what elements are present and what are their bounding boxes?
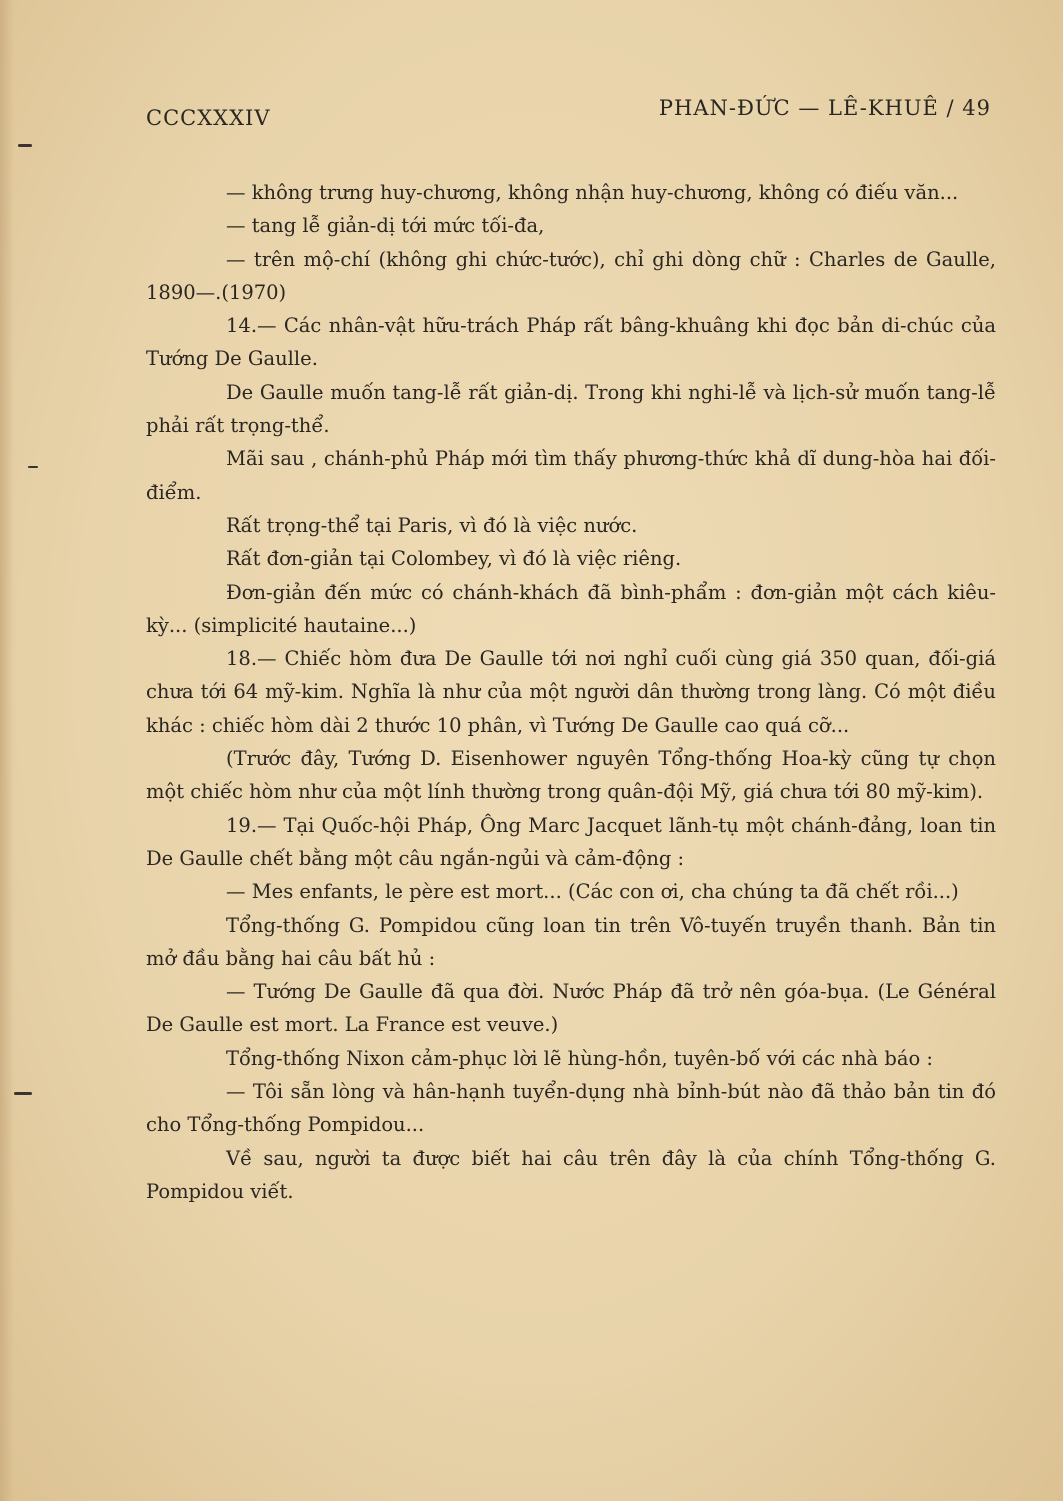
paragraph: Tổng-thống Nixon cảm-phục lời lẽ hùng-hồn, tuyên-bố với các nhà báo :: [226, 1046, 933, 1070]
page-body: [146, 176, 996, 1208]
paragraph: — Tướng De Gaulle đã qua đời. Nước Pháp đã trở nên góa-bụa. (Le Général De Gaulle est mort. La France est veuve.): [146, 980, 996, 1037]
chapter-number: CCCXXXIV: [146, 106, 271, 130]
paragraph: — Mes enfants, le père est mort... (Các con ơi, cha chúng ta đã chết rồi...): [226, 880, 959, 904]
paragraph: Tổng-thống G. Pompidou cũng loan tin trên Vô-tuyến truyền thanh. Bản tin mở đầu bằng hai câu bất hủ :: [146, 913, 996, 970]
paragraph: (Trước đây, Tướng D. Eisenhower nguyên Tổng-thống Hoa-kỳ cũng tự chọn một chiếc hòm như của một lính thường trong quân-đội Mỹ, giá chưa tới 80 mỹ-kim).: [146, 747, 996, 804]
paragraph: — trên mộ-chí (không ghi chức-tước), chỉ ghi dòng chữ : Charles de Gaulle, 1890—.(1970): [146, 247, 996, 304]
paragraph: Mãi sau , chánh-phủ Pháp mới tìm thấy phương-thức khả dĩ dung-hòa hai đối-điểm.: [146, 447, 996, 504]
page-spine-shadow: [0, 0, 14, 1501]
page-header: [146, 96, 991, 136]
paragraph: — tang lễ giản-dị tới mức tối-đa,: [226, 214, 545, 238]
paragraph: — Tôi sẵn lòng và hân-hạnh tuyển-dụng nhà bỉnh-bút nào đã thảo bản tin đó cho Tổng-thống Pompidou...: [146, 1080, 996, 1137]
margin-mark: [28, 466, 38, 468]
paragraph: Về sau, người ta được biết hai câu trên đây là của chính Tổng-thống G. Pompidou viết.: [146, 1146, 996, 1203]
paragraph: 18.— Chiếc hòm đưa De Gaulle tới nơi nghỉ cuối cùng giá 350 quan, đối-giá chưa tới 64 mỹ-kim. Nghĩa là như của một người dân thường trong làng. Có một điều khác : chiếc hòm dài 2 thước 10 phân, vì Tướng De Gaulle cao quá cỡ...: [146, 647, 996, 737]
paragraph: 14.— Các nhân-vật hữu-trách Pháp rất bâng-khuâng khi đọc bản di-chúc của Tướng De Gaulle.: [146, 314, 996, 371]
paragraph: Rất trọng-thể tại Paris, vì đó là việc nước.: [226, 513, 638, 537]
paragraph: De Gaulle muốn tang-lễ rất giản-dị. Trong khi nghi-lễ và lịch-sử muốn tang-lễ phải rất trọng-thể.: [146, 380, 996, 438]
paragraph: Đơn-giản đến mức có chánh-khách đã bình-phẩm : đơn-giản một cách kiêu-kỳ... (simplicité hautaine...): [146, 580, 996, 637]
running-title: PHAN-ĐỨC — LÊ-KHUÊ / 49: [658, 96, 991, 120]
margin-mark: [18, 144, 32, 147]
paragraph: 19.— Tại Quốc-hội Pháp, Ông Marc Jacquet lãnh-tụ một chánh-đảng, loan tin De Gaulle chết bằng một câu ngắn-ngủi và cảm-động :: [146, 813, 996, 870]
paragraph: — không trưng huy-chương, không nhận huy-chương, không có điếu văn...: [226, 181, 959, 204]
paragraph: Rất đơn-giản tại Colombey, vì đó là việc riêng.: [226, 547, 682, 571]
margin-mark: [14, 1092, 32, 1095]
